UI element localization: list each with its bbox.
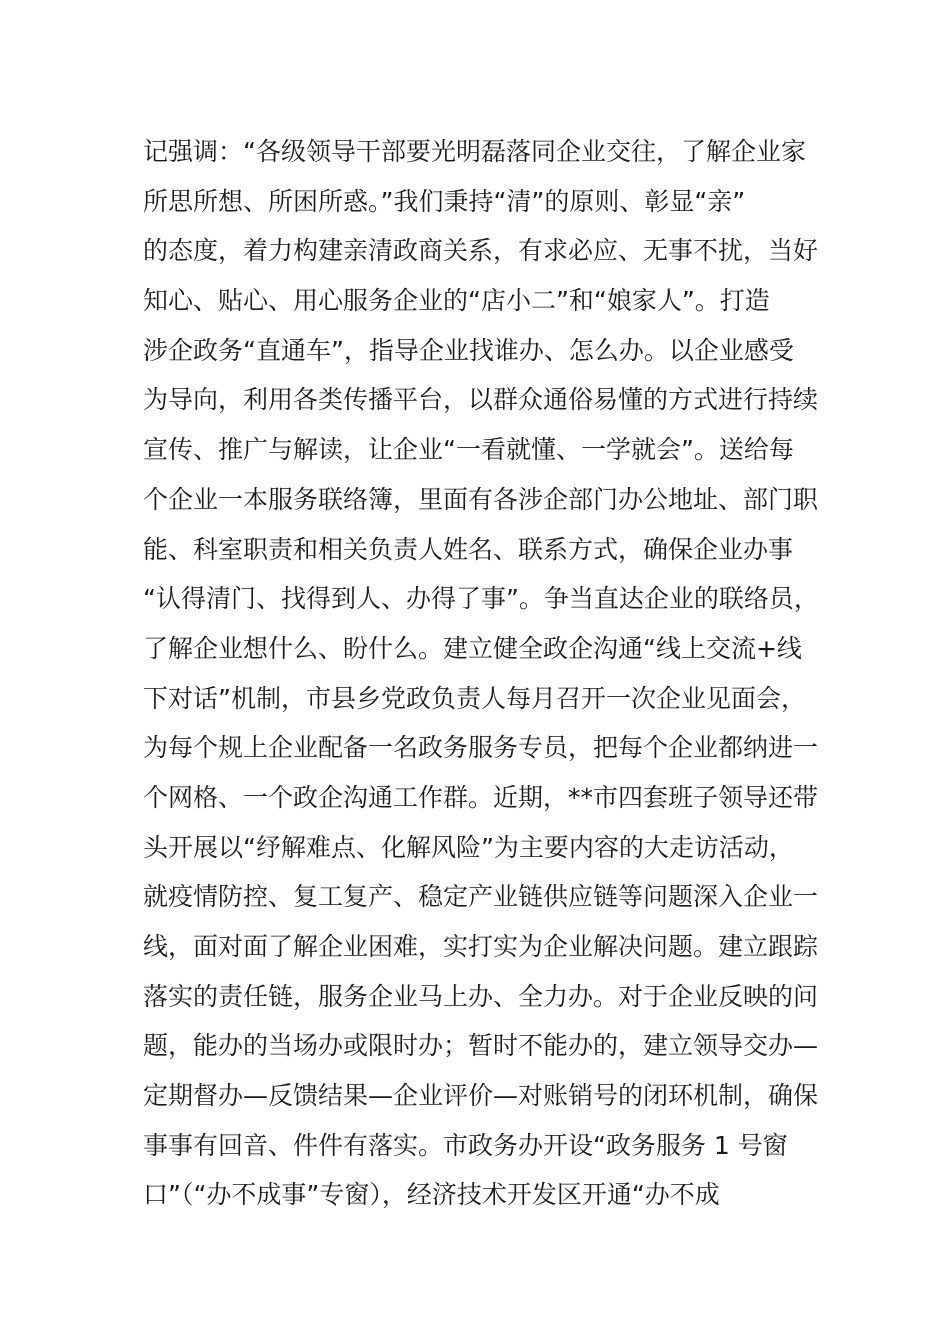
text-line: 口”（“办不成事”专窗），经济技术开发区开通“办不成: [143, 1180, 720, 1210]
text-line: 头开展以“纾解难点、化解风险”为主要内容的大走访活动，: [143, 832, 794, 862]
text-line: 题，能办的当场办或限时办；暂时不能办的，建立领导交办—: [143, 1031, 819, 1061]
text-line: 落实的责任链，服务企业马上办、全力办。对于企业反映的问: [143, 981, 819, 1011]
text-line: 下对话”机制，市县乡党政负责人每月召开一次企业见面会，: [143, 683, 806, 713]
text-line: 能、科室职责和相关负责人姓名、联系方式，确保企业办事: [143, 534, 794, 564]
text-line: 知心、贴心、用心服务企业的“店小二”和“娘家人”。打造: [143, 286, 770, 316]
text-line: 为导向，利用各类传播平台，以群众通俗易懂的方式进行持续: [143, 385, 819, 415]
text-line: 所思所想、所困所惑。”我们秉持“清”的原则、彰显“亲”: [143, 186, 746, 216]
text-line: 的态度，着力构建亲清政商关系，有求必应、无事不扰，当好: [143, 236, 819, 266]
body-text: [143, 127, 819, 1220]
text-line: 涉企政务“直通车”，指导企业找谁办、怎么办。以企业感受: [143, 335, 794, 365]
text-line: 事事有回音、件件有落实。市政务办开设“政务服务 1 号窗: [143, 1130, 788, 1160]
text-line: 就疫情防控、复工复产、稳定产业链供应链等问题深入企业一: [143, 882, 819, 912]
text-line: 记强调：“各级领导干部要光明磊落同企业交往，了解企业家: [143, 137, 806, 166]
text-line: “认得清门、找得到人、办得了事”。争当直达企业的联络员，: [143, 584, 819, 614]
text-line: 个网格、一个政企沟通工作群。近期，**市四套班子领导还带: [143, 782, 819, 812]
text-line: 了解企业想什么、盼什么。建立健全政企沟通“线上交流+线: [143, 633, 802, 663]
text-line: 为每个规上企业配备一名政务服务专员，把每个企业都纳进一: [143, 733, 819, 763]
text-line: 线，面对面了解企业困难，实打实为企业解决问题。建立跟踪: [143, 932, 819, 961]
text-line: 宣传、推广与解读，让企业“一看就懂、一学就会”。送给每: [143, 435, 794, 465]
text-line: 个企业一本服务联络簿，里面有各涉企部门办公地址、部门职: [143, 484, 819, 514]
text-line: 定期督办—反馈结果—企业评价—对账销号的闭环机制，确保: [143, 1081, 819, 1111]
